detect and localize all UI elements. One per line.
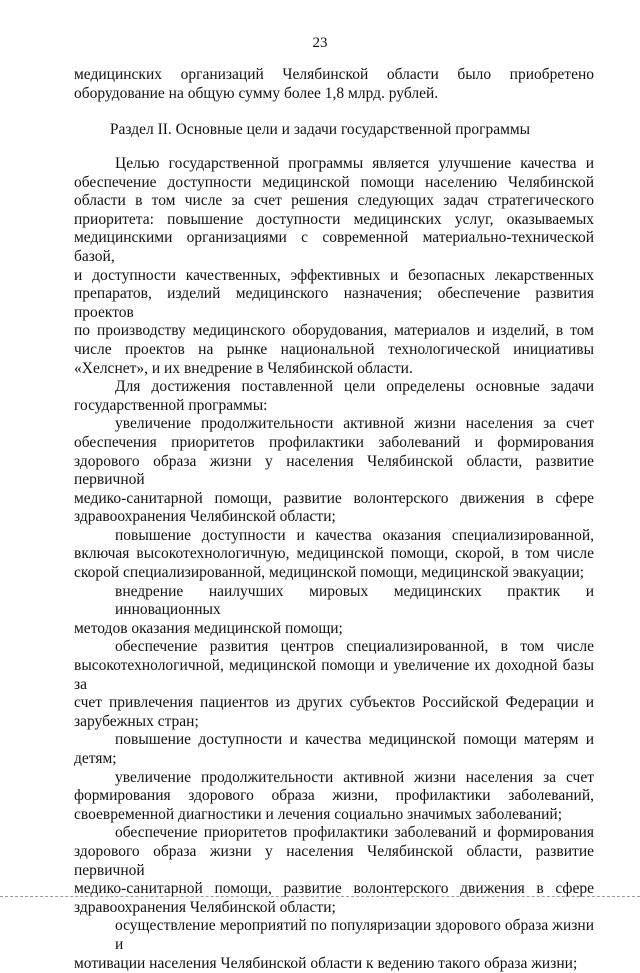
task-item [74, 527, 594, 583]
task-item [74, 638, 594, 731]
text-line: здравоохранения Челябинской области; [74, 898, 336, 916]
text-line: приоритета: повышение доступности медицинских услуг, оказываемых [74, 210, 594, 228]
text-line: медицинскими организациями с современной материально-технической базой, [74, 229, 594, 265]
text-line: скорой специализированной, медицинской помощи, медицинской эвакуации; [74, 564, 585, 582]
text-line: и доступности качественных, эффективных и безопасных лекарственных [74, 266, 594, 284]
intro-paragraph [74, 66, 594, 103]
text-line: медико-санитарной помощи, развитие волонтерского движения в сфере [74, 489, 594, 507]
text-line: области в том числе за счет решения следующих задач стратегического [74, 192, 594, 210]
task-item [74, 583, 594, 639]
text-line: Целью государственной программы является улучшение качества и [115, 155, 594, 172]
text-line: «Хелснет», и их внедрение в Челябинской области. [74, 359, 413, 377]
page-number: 23 [312, 35, 328, 51]
text-line: формирования здорового образа жизни, профилактики заболеваний, [74, 787, 594, 805]
text-line: детям; [74, 750, 117, 767]
text-line: счет привлечения пациентов из других субъектов Российской Федерации и [74, 694, 594, 712]
text-line: мотивации населения Челябинской области к ведению такого образа жизни; [74, 954, 578, 972]
task-item [74, 769, 594, 825]
paragraph-tasks-intro [74, 378, 594, 415]
text-line: оборудование на общую сумму более 1,8 млрд. рублей. [74, 84, 439, 102]
text-line: медицинских организаций Челябинской области было приобретено [74, 66, 594, 83]
task-item [74, 824, 594, 917]
text-line: здравоохранения Челябинской области; [74, 508, 336, 526]
text-line: обеспечение приоритетов профилактики заболеваний и формирования [115, 824, 594, 842]
text-line: обеспечение доступности медицинской помощи населению Челябинской [74, 173, 594, 191]
text-line: обеспечение развития центров специализированной, в том числе [115, 638, 594, 656]
text-line: методов оказания медицинской помощи; [74, 619, 343, 637]
text-line: повышение доступности и качества медицинской помощи матерям и [115, 731, 594, 749]
text-line: здорового образа жизни у населения Челябинской области, развитие первичной [74, 842, 594, 879]
text-line: внедрение наилучших мировых медицинских практик и инновационных [115, 582, 594, 619]
text-line: осуществление мероприятий по популяризации здорового образа жизни и [115, 917, 594, 953]
task-item [74, 415, 594, 527]
text-line: увеличение продолжительности активной жизни населения за счет [115, 415, 594, 433]
body-text [74, 155, 594, 973]
text-line: государственной программы: [74, 396, 268, 414]
paragraph-goal [74, 155, 594, 378]
text-line: обеспечения приоритетов профилактики заболеваний и формирования [74, 433, 594, 451]
section-heading: Раздел II. Основные цели и задачи государственной программы [109, 121, 531, 138]
task-item [74, 731, 594, 768]
text-line: высокотехнологичной, медицинской помощи и увеличение их доходной базы за [74, 657, 594, 693]
text-line: своевременной диагностики и лечения социально значимых заболеваний; [74, 805, 563, 823]
text-line: здорового образа жизни у населения Челябинской области, развитие первичной [74, 452, 594, 489]
text-line: зарубежных стран; [74, 712, 199, 730]
text-line: препаратов, изделий медицинского назначения; обеспечение развития проектов [74, 285, 594, 321]
text-line: увеличение продолжительности активной жизни населения за счет [115, 768, 594, 786]
text-line: медико-санитарной помощи, развитие волонтерского движения в сфере [74, 880, 594, 898]
text-line: повышение доступности и качества оказания специализированной, [115, 526, 594, 544]
text-line: по производству медицинского оборудования, материалов и изделий, в том [74, 322, 594, 340]
text-line: числе проектов на рынке национальной технологической инициативы [74, 340, 594, 358]
task-item [74, 917, 594, 973]
text-line: Для достижения поставленной цели определены основные задачи [115, 378, 594, 396]
text-line: включая высокотехнологичную, медицинской помощи, скорой, в том числе [74, 545, 594, 563]
page-bottom-edge [0, 896, 640, 897]
